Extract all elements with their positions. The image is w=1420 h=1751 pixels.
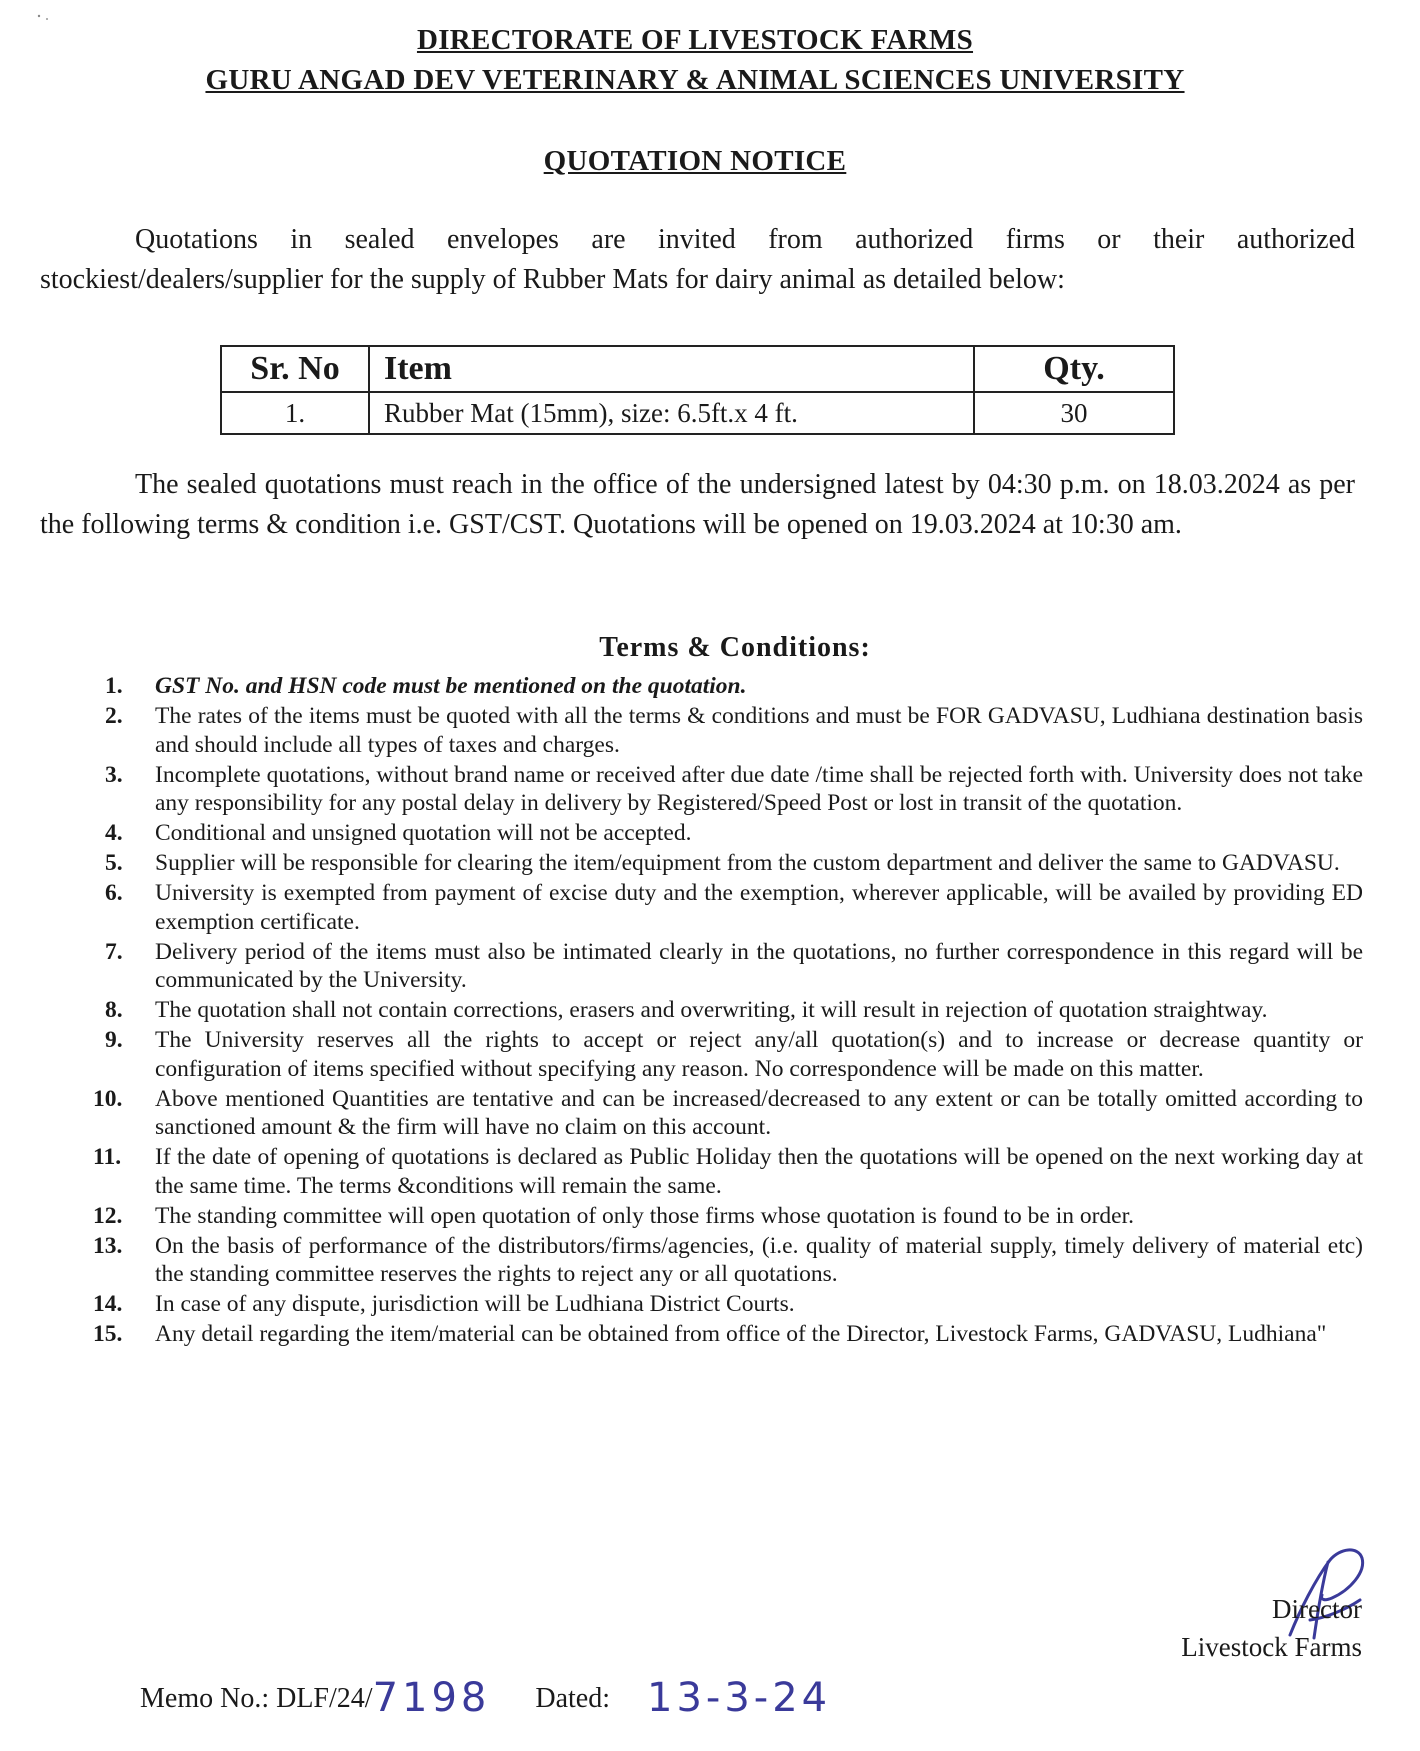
dated-value: 13-3-24 xyxy=(647,1675,832,1721)
memo-label: Memo No.: DLF/24/ xyxy=(140,1683,373,1714)
list-item xyxy=(95,938,1363,995)
list-item xyxy=(95,1026,1363,1083)
term-number: 9. xyxy=(105,1027,123,1053)
term-text: Conditional and unsigned quotation will not be accepted. xyxy=(155,820,692,846)
memo-number: 7198 xyxy=(372,1675,491,1721)
cell-qty: 30 xyxy=(974,392,1174,434)
closing-paragraph xyxy=(40,465,1355,545)
term-text: The quotation shall not contain corrections, erasers and overwriting, it will result in rejection of quotation straightway. xyxy=(155,997,1268,1023)
term-number: 8. xyxy=(105,997,123,1023)
term-number: 1. xyxy=(105,673,123,699)
term-number: 12. xyxy=(93,1202,123,1229)
items-table xyxy=(220,345,1175,435)
table-header-row xyxy=(221,346,1174,392)
list-item xyxy=(95,1085,1363,1142)
directorate-heading: DIRECTORATE OF LIVESTOCK FARMS xyxy=(416,24,974,56)
cell-item: Rubber Mat (15mm), size: 6.5ft.x 4 ft. xyxy=(369,392,974,434)
list-item xyxy=(95,996,1363,1025)
cell-sr: 1. xyxy=(221,392,369,434)
term-number: 4. xyxy=(105,820,123,846)
intro-text: Quotations in sealed envelopes are invited from authorized firms or their authorized stockiest/dealers/supplier for the supply of Rubber Mats for dairy animal as detailed below: xyxy=(40,224,1355,295)
signatory-title: Director xyxy=(1272,1594,1362,1624)
terms-list xyxy=(95,672,1363,1350)
list-item xyxy=(95,702,1363,759)
term-number: 10. xyxy=(93,1085,123,1112)
term-text: The standing committee will open quotation of only those firms whose quotation is found to be in order. xyxy=(155,1202,1135,1229)
term-number: 2. xyxy=(105,703,123,729)
col-header-item: Item xyxy=(369,346,974,392)
term-text: Above mentioned Quantities are tentative and can be increased/decreased to any extent or can be totally omitted according to sanctioned amount & the firm will have no claim on this account. xyxy=(155,1085,1363,1140)
intro-paragraph xyxy=(40,220,1355,300)
term-number: 15. xyxy=(93,1321,123,1347)
list-item xyxy=(95,819,1363,848)
table-row xyxy=(221,392,1174,434)
term-text: University is exempted from payment of excise duty and the exemption, wherever applicable, will be availed by providing ED exemption certificate. xyxy=(155,880,1363,935)
term-text: The rates of the items must be quoted with all the terms & conditions and must be FOR GADVASU, Ludhiana destination basis and should include all types of taxes and charges. xyxy=(155,703,1363,758)
list-item xyxy=(95,672,1363,701)
term-text: In case of any dispute, jurisdiction will be Ludhiana District Courts. xyxy=(155,1291,795,1317)
term-text: Supplier will be responsible for clearing the item/equipment from the custom department and deliver the same to GADVASU. xyxy=(155,850,1340,876)
signatory-office: Livestock Farms xyxy=(1181,1632,1362,1662)
term-number: 5. xyxy=(105,850,123,876)
list-item xyxy=(95,879,1363,936)
term-text: Incomplete quotations, without brand name or received after due date /time shall be rejected forth with. University does not take any responsibility for any postal delay in delivery by Registered/Speed Post or lost in transit of the quotation. xyxy=(155,761,1363,816)
term-text: If the date of opening of quotations is declared as Public Holiday then the quotations will be opened on the next working day at the same time. The terms &conditions will remain the same. xyxy=(155,1144,1363,1199)
col-header-qty: Qty. xyxy=(974,346,1174,392)
list-item xyxy=(95,849,1363,878)
term-text: GST No. and HSN code must be mentioned on the quotation. xyxy=(155,673,747,699)
list-item xyxy=(95,1232,1363,1289)
term-text: Any detail regarding the item/material can be obtained from office of the Director, Livestock Farms, GADVASU, Ludhiana" xyxy=(155,1321,1327,1347)
memo-line xyxy=(140,1675,831,1721)
list-item xyxy=(95,761,1363,818)
term-number: 13. xyxy=(93,1232,123,1259)
terms-title: Terms & Conditions: xyxy=(599,632,871,663)
term-number: 11. xyxy=(93,1144,122,1170)
term-number: 7. xyxy=(105,938,123,965)
term-number: 3. xyxy=(105,761,123,788)
dated-label: Dated: xyxy=(535,1683,610,1714)
notice-title: QUOTATION NOTICE xyxy=(543,145,847,177)
signatory-block xyxy=(1181,1590,1362,1666)
term-text: The University reserves all the rights to accept or reject any/all quotation(s) and to increase or decrease quantity or configuration of items specified without specifying any reason. No correspondence will be made on this matter. xyxy=(155,1027,1363,1082)
list-item xyxy=(95,1320,1363,1349)
closing-text: The sealed quotations must reach in the office of the undersigned latest by 04:30 p.m. on 18.03.2024 as per the following terms & condition i.e. GST/CST. Quotations will be opened on 19.03.2024 at 10:30 am. xyxy=(40,469,1355,540)
list-item xyxy=(95,1143,1363,1200)
term-number: 6. xyxy=(105,880,123,906)
col-header-sr: Sr. No xyxy=(221,346,369,392)
list-item xyxy=(95,1290,1363,1319)
term-text: Delivery period of the items must also be intimated clearly in the quotations, no further correspondence in this regard will be communicated by the University. xyxy=(155,938,1363,993)
term-number: 14. xyxy=(93,1291,123,1317)
term-text: On the basis of performance of the distributors/firms/agencies, (i.e. quality of material supply, timely delivery of material etc) the standing committee reserves the rights to reject any or all quotations. xyxy=(155,1232,1363,1287)
university-heading: GURU ANGAD DEV VETERINARY & ANIMAL SCIENCES UNIVERSITY xyxy=(205,64,1185,96)
list-item xyxy=(95,1202,1363,1231)
